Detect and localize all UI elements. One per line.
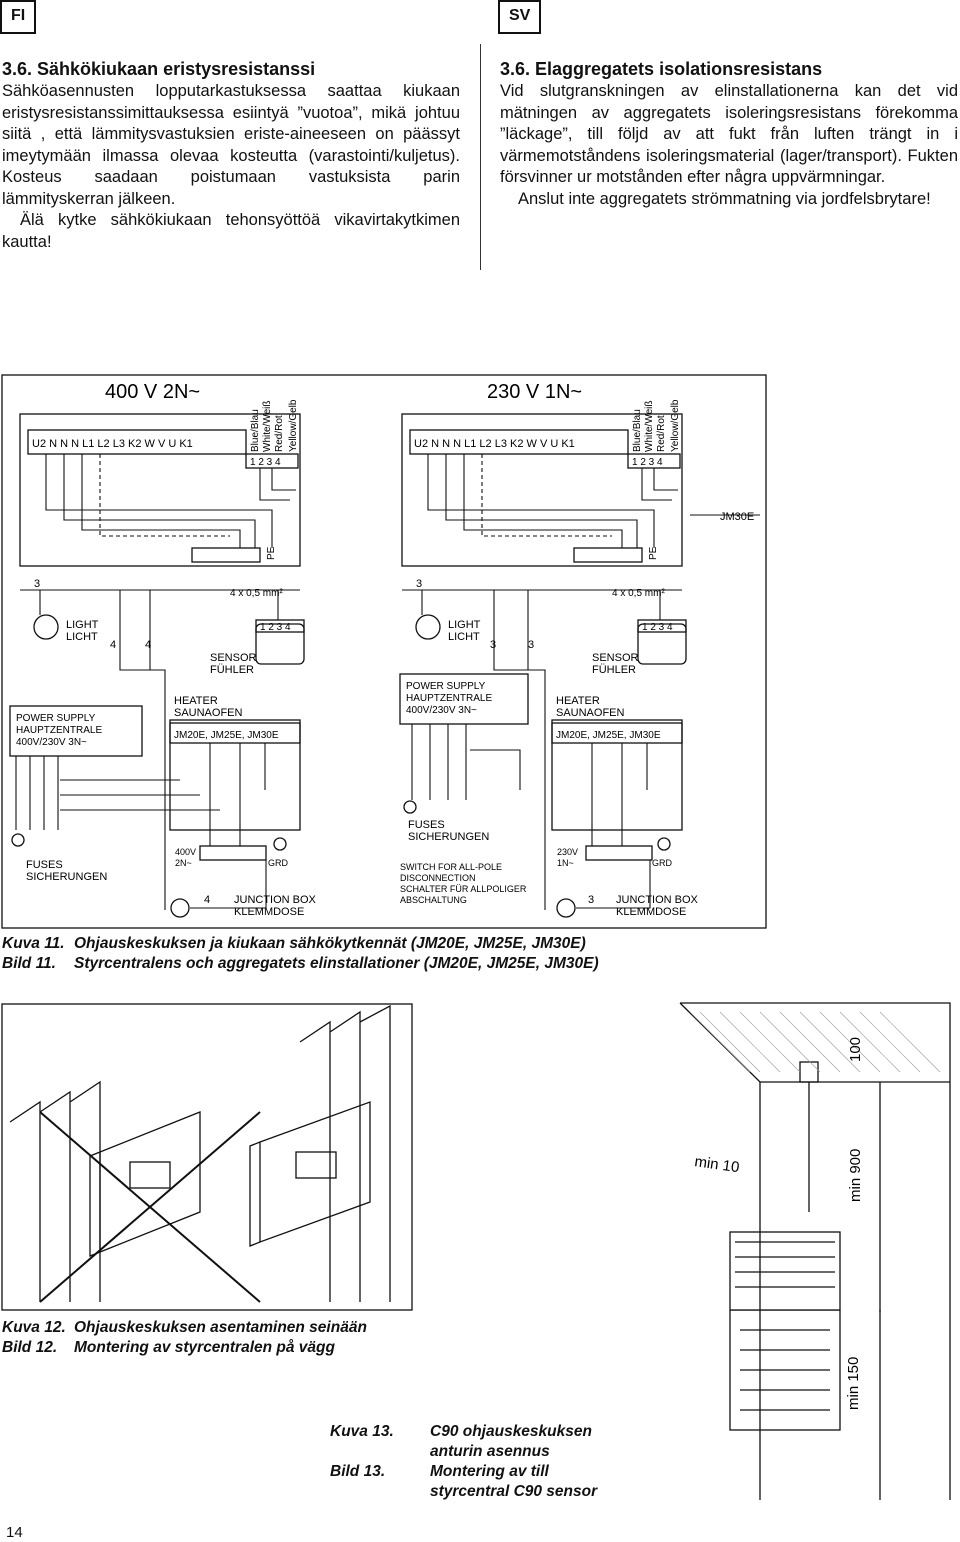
heater-label-right: HEATER — [556, 695, 600, 707]
cable-label-left: 4 x 0,5 mm² — [230, 588, 283, 599]
fig13-sv-text-2: styrcentral C90 sensor — [430, 1483, 598, 1500]
sensor-label-right: SENSOR — [592, 652, 639, 664]
klemmdose-left: KLEMMDOSE — [234, 906, 305, 918]
jb-voltage-right-2: 1N~ — [557, 858, 574, 868]
heater-models-left: JM20E, JM25E, JM30E — [174, 730, 279, 741]
heater-models-right: JM20E, JM25E, JM30E — [556, 730, 661, 741]
wire-count-3-right: 3 — [416, 578, 423, 590]
dim-min150: min 150 — [845, 1356, 862, 1410]
fuses-right: FUSES — [408, 819, 445, 831]
wire-color-white-left: White/Weiß — [262, 400, 273, 452]
sensor-label-left: SENSOR — [210, 652, 257, 664]
wire-count-4c: 4 — [204, 894, 211, 906]
licht-label-left: LICHT — [66, 631, 98, 643]
fig13-fi-text-1: C90 ohjauskeskuksen — [430, 1423, 592, 1440]
wire-color-red-left: Red/Rot — [274, 415, 285, 452]
sv-body: Vid slutgranskningen av elinstallationerna kan det vid mätningen av aggregatets isoleringsresistans förekomma ”läckage”, till följd av att fukt från luften trängt in i värmemotståndens isoleringsmaterial (lager/transport). Fukten försvinner ur motstånden efter några uppvärmningar. — [500, 82, 958, 186]
right-wire-numbers: 1 2 3 4 — [632, 457, 663, 468]
wire-count-3c: 3 — [588, 894, 595, 906]
sicherungen-left: SICHERUNGEN — [26, 871, 108, 883]
saunaofen-label-left: SAUNAOFEN — [174, 707, 243, 719]
figure-13-caption — [330, 1422, 597, 1502]
right-terminal-labels: U2 N N N L1 L2 L3 K2 W V U K1 — [414, 438, 575, 450]
wire-color-blue-right: Blue/Blau — [632, 409, 643, 452]
fig11-sv-label: Bild 11. — [2, 955, 56, 972]
fig13-fi-text-2: anturin asennus — [430, 1443, 550, 1460]
power-supply-left: POWER SUPPLY — [16, 713, 96, 724]
junction-box-right: JUNCTION BOX — [616, 894, 698, 906]
wall-mounting-figure — [0, 1002, 960, 1312]
figure-11-caption — [2, 934, 599, 974]
wire-count-3b: 3 — [528, 639, 535, 651]
fig12-fi-text: Ohjauskeskuksen asentaminen seinään — [74, 1319, 367, 1336]
grd-right: GRD — [652, 858, 672, 868]
light-label-right: LIGHT — [448, 619, 481, 631]
dim-min900: min 900 — [847, 1148, 864, 1202]
sv-warning: Anslut inte aggregatets strömmatning via jordfelsbrytare! — [518, 189, 931, 208]
heater-label-left: HEATER — [174, 695, 218, 707]
power-supply-right: POWER SUPPLY — [406, 681, 486, 692]
supply-voltage-right: 400V/230V 3N~ — [406, 705, 477, 716]
language-tag-sv: SV — [498, 0, 541, 34]
language-tag-fi: FI — [0, 0, 36, 34]
pe-label-left: PE — [266, 546, 277, 560]
page-number: 14 — [6, 1524, 23, 1541]
wire-color-white-right: White/Weiß — [644, 400, 655, 452]
cable-label-right: 4 x 0,5 mm² — [612, 588, 665, 599]
sauna-heater-figure — [680, 1310, 960, 1510]
fuhler-label-left: FÜHLER — [210, 664, 255, 676]
fi-warning: Älä kytke sähkökiukaan tehonsyöttöä vikavirtakytkimen kautta! — [2, 211, 460, 251]
fuses-left: FUSES — [26, 859, 63, 871]
fig13-fi-label: Kuva 13. — [330, 1423, 394, 1440]
column-divider — [480, 44, 481, 270]
switch-line-2: DISCONNECTION — [400, 873, 476, 883]
figure-12-caption — [2, 1318, 367, 1358]
wire-count-3-left: 3 — [34, 578, 41, 590]
jb-voltage-right-1: 230V — [557, 847, 579, 857]
left-wire-numbers: 1 2 3 4 — [250, 457, 281, 468]
hauptzentrale-right: HAUPTZENTRALE — [406, 693, 493, 704]
fig12-sv-label: Bild 12. — [2, 1339, 58, 1356]
sensor-terminal-numbers-right: 1 2 3 4 — [642, 622, 673, 633]
right-diagram-title: 230 V 1N~ — [487, 381, 583, 403]
hauptzentrale-left: HAUPTZENTRALE — [16, 725, 103, 736]
left-terminal-labels: U2 N N N L1 L2 L3 K2 W V U K1 — [32, 438, 193, 450]
fig12-sv-text: Montering av styrcentralen på vägg — [74, 1339, 335, 1356]
pe-label-right: PE — [648, 546, 659, 560]
licht-label-right: LICHT — [448, 631, 480, 643]
sicherungen-right: SICHERUNGEN — [408, 831, 490, 843]
fig12-fi-label: Kuva 12. — [2, 1319, 66, 1336]
wire-color-yellow-left: Yellow/Gelb — [288, 399, 299, 452]
wiring-diagram — [0, 370, 960, 930]
fig11-sv-text: Styrcentralens och aggregatets elinstallationer (JM20E, JM25E, JM30E) — [74, 955, 599, 972]
wire-count-4b: 4 — [145, 639, 152, 651]
fi-section — [2, 58, 460, 253]
fig13-sv-label: Bild 13. — [330, 1463, 386, 1480]
supply-voltage-left: 400V/230V 3N~ — [16, 737, 87, 748]
wire-color-blue-left: Blue/Blau — [250, 409, 261, 452]
fi-body: Sähköasennusten lopputarkastuksessa saattaa kiukaan eristysresistanssimittauksessa esiintyä ”vuotoa”, mikä johtuu siitä , että lämmitysvastuksien eriste-aineeseen on päässyt imeytymään ilmassa olevaa kosteutta (varastointi/kuljetus). Kosteus saadaan poistumaan vastuksista parin lämmityskerran jälkeen. — [2, 82, 460, 208]
sv-heading: 3.6. Elaggregatets isolationsresistans — [500, 59, 823, 79]
klemmdose-right: KLEMMDOSE — [616, 906, 687, 918]
grd-left: GRD — [268, 858, 288, 868]
fi-heading: 3.6. Sähkökiukaan eristysresistanssi — [2, 59, 316, 79]
fuhler-label-right: FÜHLER — [592, 664, 637, 676]
dim-min10: min 10 — [693, 1153, 741, 1177]
light-label-left: LIGHT — [66, 619, 99, 631]
dim-100: 100 — [847, 1036, 864, 1062]
sensor-terminal-numbers-left: 1 2 3 4 — [260, 622, 291, 633]
sv-section — [500, 58, 958, 210]
wire-color-red-right: Red/Rot — [656, 415, 667, 452]
jb-voltage-left-2: 2N~ — [175, 858, 192, 868]
jm30e-label: JM30E — [720, 511, 755, 523]
fig11-fi-text: Ohjauskeskuksen ja kiukaan sähkökytkennät (JM20E, JM25E, JM30E) — [74, 935, 586, 952]
switch-line-1: SWITCH FOR ALL-POLE — [400, 862, 503, 872]
switch-line-4: ABSCHALTUNG — [400, 895, 467, 905]
wire-color-yellow-right: Yellow/Gelb — [670, 399, 681, 452]
fig13-sv-text-1: Montering av till — [430, 1463, 549, 1480]
left-diagram-title: 400 V 2N~ — [105, 381, 201, 403]
junction-box-left: JUNCTION BOX — [234, 894, 316, 906]
switch-line-3: SCHALTER FÜR ALLPOLIGER — [400, 884, 527, 894]
wire-count-3a: 3 — [490, 639, 497, 651]
fig11-fi-label: Kuva 11. — [2, 935, 65, 952]
saunaofen-label-right: SAUNAOFEN — [556, 707, 625, 719]
jb-voltage-left-1: 400V — [175, 847, 197, 857]
wire-count-4a: 4 — [110, 639, 117, 651]
